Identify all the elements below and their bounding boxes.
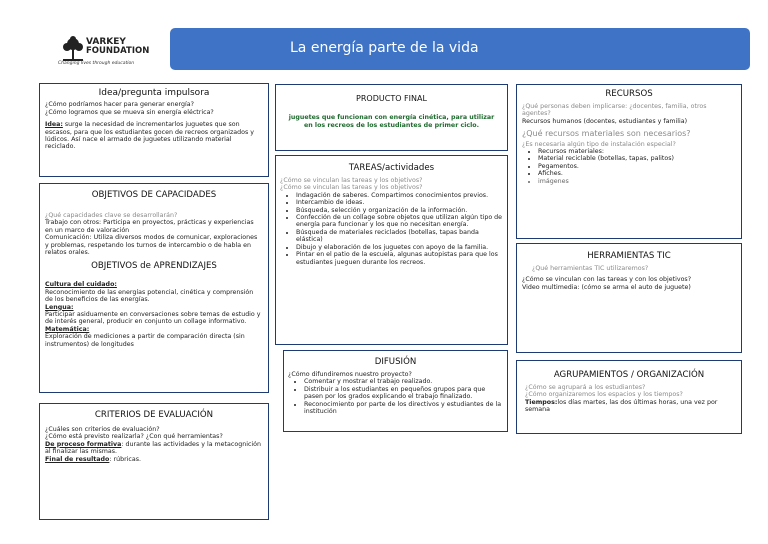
- tareas-item: • Intercambio de ideas.: [296, 199, 503, 206]
- objetivos-capacidades-line-2: Comunicación: Utiliza diversos modos de comunicar, exploraciones: [45, 234, 258, 242]
- tareas-item: • Dibujo y elaboración de los juguetes con apoyo de la familia.: [296, 244, 503, 251]
- herramientas-tic-question: ¿Qué herramientas TIC utilizaremos?: [532, 264, 649, 272]
- idea-question-2: ¿Cómo logramos que se mueva sin energía eléctrica?: [45, 108, 214, 116]
- difusion-item: • Reconocimiento por parte de los directivos y estudiantes de la institución: [304, 401, 503, 416]
- agrupamientos-question-2: ¿Cómo organizaremos los espacios y los tiempos?: [525, 391, 683, 399]
- logo-line1: VARKEY: [86, 37, 126, 47]
- tareas-box: [275, 155, 508, 345]
- criterios-title: CRITERIOS DE EVALUACIÓN: [94, 410, 214, 420]
- recursos-item: • Afiches.: [538, 170, 736, 177]
- recursos-item: • imágenes: [538, 178, 736, 185]
- tareas-question-1: ¿Cómo se vinculan las tareas y los objetivos?: [280, 176, 423, 184]
- producto-final-title: PRODUCTO FINAL: [356, 94, 427, 103]
- cultura-cuidado-heading: Cultura del cuidado:: [45, 281, 117, 289]
- tree-icon: [58, 36, 88, 62]
- objetivos-aprendizajes-title: OBJETIVOS de APRENDIZAJES: [91, 261, 217, 272]
- herramientas-tic-box: [516, 243, 742, 353]
- recursos-humanos-text: Recursos humanos (docentes, estudiantes y familia): [522, 117, 688, 125]
- final-resultado-label: Final de resultado: [45, 455, 110, 463]
- producto-final-text: juguetes que funcionan con energía cinética, para utilizar en los recreos de los estudiantes de primer ciclo.: [288, 114, 495, 129]
- title-banner: [170, 28, 750, 70]
- recursos-question-1: ¿Qué personas deben implicarse: ¿docentes, familia, otros agentes?: [522, 102, 707, 118]
- proceso-formativa-label: De proceso formativa: [45, 440, 122, 448]
- lengua-text: Participar asiduamente en conversaciones sobre temas de estudio y de interés general, producir en conjunto un collage informativo.: [45, 310, 261, 326]
- tareas-item: • Búsqueda de materiales reciclados (botellas, tapas banda elástica): [296, 229, 503, 244]
- tareas-title: TAREAS/actividades: [348, 163, 435, 173]
- recursos-item: • Pegamentos.: [538, 163, 736, 170]
- recursos-question-3: ¿Es necesaria algún tipo de instalación especial?: [522, 140, 676, 148]
- cultura-cuidado-text: Reconocimiento de las energías potencial, cinética y comprensión de los beneficios de las energías.: [45, 288, 254, 304]
- objetivos-capacidades-question: ¿Qué capacidades clave se desarrollarán?: [45, 211, 178, 219]
- lengua-heading: Lengua:: [45, 303, 74, 311]
- herramientas-tic-text-1: ¿Cómo se vinculan con las tareas y con los objetivos?: [522, 276, 692, 284]
- matematica-text: Exploración de mediciones a partir de comparación directa (sin instrumentos) de longitudes: [45, 333, 245, 348]
- agrupamientos-question-1: ¿Cómo se agrupará a los estudiantes?: [525, 383, 646, 391]
- page-title: La energía parte de la vida: [290, 40, 479, 56]
- producto-final-box: [275, 84, 508, 151]
- tareas-item: • Indagación de saberes. Compartimos conocimientos previos.: [296, 192, 503, 199]
- criterios-question-1: ¿Cuáles son criterios de evaluación?: [45, 425, 160, 433]
- idea-text: surge la necesidad de incrementarlos juguetes que son escasos, para que los estudiantes gocen de recreos organizados y lúdicos. Así nace el armado de juguetes utilizando material reciclado.: [45, 121, 255, 151]
- matematica-heading: Matemática:: [45, 325, 90, 333]
- agrupamientos-title: AGRUPAMIENTOS / ORGANIZACIÓN: [553, 370, 705, 380]
- logo-line2: FOUNDATION: [86, 46, 150, 56]
- difusion-item: • Comentar y mostrar el trabajo realizado.: [304, 378, 503, 385]
- difusion-box: [283, 350, 508, 432]
- recursos-title: RECURSOS: [605, 89, 653, 99]
- tareas-item: • Confección de un collage sobre objetos que utilizan algún tipo de energía para funcionar y los que no necesitan energía.: [296, 214, 503, 229]
- varkey-foundation-logo: [58, 36, 170, 70]
- final-resultado-text: : rúbricas.: [109, 455, 142, 463]
- agrupamientos-box: [516, 360, 742, 434]
- idea-label: Idea:: [45, 121, 63, 129]
- objetivos-box: [39, 183, 269, 393]
- logo-tagline: Changing lives through education: [58, 61, 135, 66]
- tiempos-label: Tiempos:: [525, 398, 558, 406]
- criterios-question-2: ¿Cómo está previsto realizarla? ¿Con qué herramientas?: [45, 433, 223, 441]
- objetivos-capacidades-line-3: y problemas, respetando los turnos de intercambio o de habla en relatos orales.: [45, 241, 252, 256]
- tareas-item: • Búsqueda, selección y organización de la información.: [296, 207, 503, 214]
- recursos-item: • Recursos materiales:: [538, 148, 736, 155]
- idea-title: Idea/pregunta impulsora: [98, 88, 210, 98]
- herramientas-tic-text-2: Video multimedia: (cómo se arma el auto de juguete): [522, 283, 691, 291]
- recursos-item: • Material reciclable (botellas, tapas, palitos): [538, 155, 736, 162]
- difusion-question: ¿Cómo difundiremos nuestro proyecto?: [288, 370, 412, 378]
- recursos-question-2: ¿Qué recursos materiales son necesarios?: [522, 129, 691, 139]
- idea-question-1: ¿Cómo podríamos hacer para generar energía?: [45, 101, 194, 109]
- tareas-question-2: ¿Cómo se vinculan las tareas y los objetivos?: [280, 184, 423, 192]
- objetivos-capacidades-line-1: Trabajo con otros: Participa en proyectos, prácticas y experiencias en un marco de valoración: [45, 219, 254, 234]
- proceso-formativa-text: : durante las actividades y la metacognición al finalizar las mismas.: [45, 440, 261, 456]
- criterios-box: [39, 403, 269, 520]
- tiempos-text: los días martes, las dos últimas horas, una vez por semana: [525, 398, 718, 414]
- difusion-title: DIFUSIÓN: [374, 357, 417, 367]
- difusion-item: • Distribuir a los estudiantes en pequeños grupos para que pasen por los grados explicando el trabajo finalizado.: [304, 386, 503, 401]
- recursos-box: [516, 84, 742, 239]
- tareas-item: • Pintar en el patio de la escuela, algunas autopistas para que los estudiantes jueguen durante los recreos.: [296, 251, 503, 266]
- idea-box: [39, 83, 269, 177]
- objetivos-capacidades-title: OBJETIVOS DE CAPACIDADES: [91, 190, 217, 200]
- herramientas-tic-title: HERRAMIENTAS TIC: [587, 251, 671, 261]
